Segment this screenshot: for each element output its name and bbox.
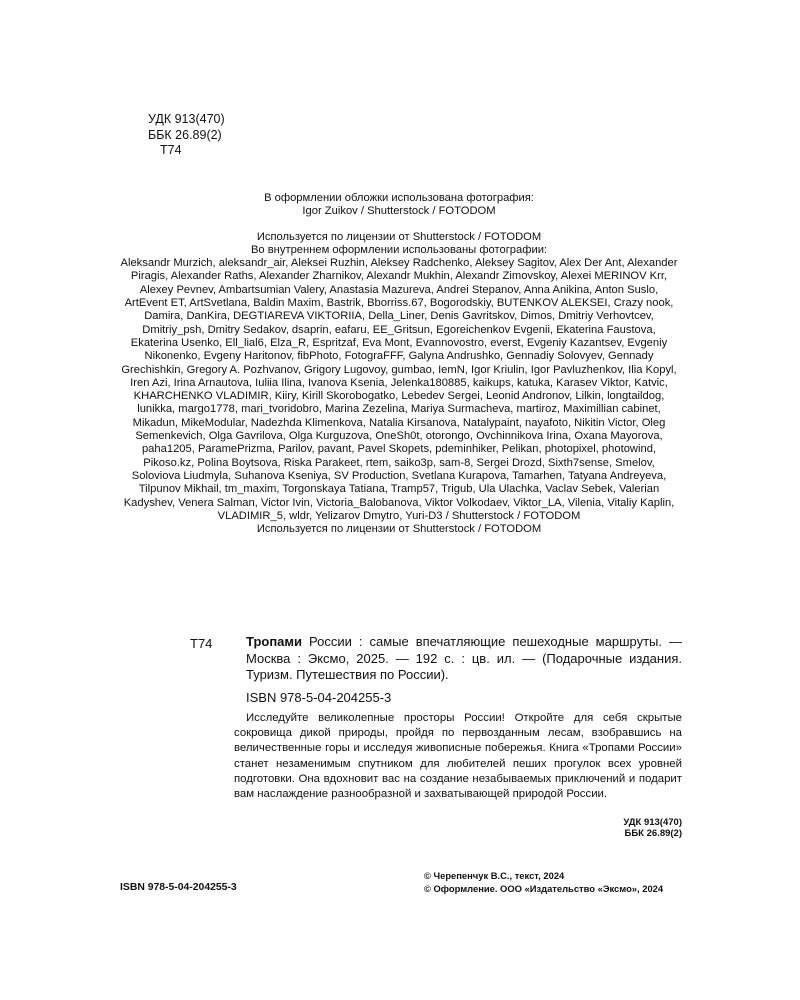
inner-credit-names: Aleksandr Murzich, aleksandr_air, Aleksei Ruzhin, Aleksey Radchenko, Aleksey Sagitov, Alex Der Ant, Alexander Piragis, Alexander Raths, Alexander Zharnikov, Alexandr Mukhin, Alexandr Zimovskoy, Alexei MERINOV Krr, Alexey Pevnev, Ambartsumian Valery, Anastasia Mazureva, Andrei Stepanov, Anna Anikina, Anton Suslo, ArtEvent ET, ArtSvetlana, Baldin Maxim, Bastrik, Bborriss.67, Bogorodskiy, BUTENKOV ALEKSEI, Crazy nook, Damira, DanKira, DEGTIAREVA VIKTORIIA, Della_Liner, Denis Gavritskov, Dimos, Dmitriy Verhovtcev, Dmitriy_psh, Dmitry Sedakov, dsaprin, eafaru, EE_Gritsun, Egoreichenkov Evgenii, Ekaterina Faustova, Ekaterina Usenko, Ell_lial6, Elza_R, Espritzaf, Eva Mont, Evannovostro, everst, Evgeniy Kazantsev, Evgeniy Nikonenko, Evgeny Haritonov, fibPhoto, FotograFFF, Galyna Andrushko, Gennadiy Solovyev, Gennady Grechishkin, Gregory A. Pozhvanov, Grigory Lugovoy, gumbao, IemN, Igor Kriulin, Igor Pavluzhenkov, Ilia Kopyl, Iren Azi, Irina Arnautova, Iuliia Ilina, Ivanova Ksenia, Jelenka180885, kaikups, katuka, Karasev Viktor, Katvic, KHARCHENKO VLADIMIR, Kiiry, Kirill Skorobogatko, Lebedev Sergei, Leonid Andronov, Lilkin, longtaildog, lunikka, margo1778, mari_tvoridobro, Marina Zezelina, Mariya Surmacheva, martiroz, Maximillian cabinet, Mikadun, MikeModular, Nadezhda Klimenkova, Natalia Kirsanova, Natalypaint, nayafoto, Nikitin Victor, Oleg Semenkevich, Olga Gavrilova, Olga Kurguzova, OneSh0t, otorongo, Ovchinnikova Irina, Oxana Mayorova, paha1205, ParamePrizma, Parilov, pavant, Pavel Skopets, pdeminhiker, Pelikan, photopixel, photowind, Pikoso.kz, Polina Boytsova, Riska Parakeet, rtem, saiko3p, sam-8, Sergei Drozd, Sixth7sense, Smelov, Soloviova Liudmyla, Suhanova Kseniya, SV Production, Svetlana Kurapova, Tamarhen, Tatyana Andreyeva, Tilpunov Mikhail, tm_maxim, Torgonskaya Tatiana, Tramp57, Trigub, Ula Ulachka, Vaclav Sebek, Valerian Kadyshev, Venera Salman, Victor Ivin, Victoria_Balobanova, Viktor Volkodaev, Viktor_LA, Vilenia, Vitaliy Kaplin, VLADIMIR_5, wldr, Yelizarov Dmytro, Yuri-D3 / Shutterstock / FOTODOM	[120, 257, 678, 522]
bbk-code: ББК 26.89(2)	[148, 127, 222, 142]
license-notice-2: Используется по лицензии от Shutterstock / FOTODOM	[256, 523, 542, 536]
footer-udk: УДК 913(470)	[623, 817, 682, 828]
footer-bbk: ББК 26.89(2)	[624, 828, 682, 839]
book-title: Тропами	[246, 634, 303, 649]
copyright-block	[424, 869, 663, 895]
entry-isbn: ISBN 978-5-04-204255-3	[246, 690, 392, 705]
book-annotation: Исследуйте великолепные просторы России! Откройте для себя скрытые сокровища дикой природы, пройдя по первозданным лесам, взобравшись на величественные горы и исследуя живописные побережья. Книга «Тропами России» станет незаменимым спутником для любителей пеших прогулок всех уровней подготовки. Она вдохновит вас на создание незабываемых приключений и подарит вам наслаждение разнообразной и захватывающей природой России.	[234, 712, 682, 801]
udk-code: УДК 913(470)	[148, 112, 225, 126]
footer-isbn: ISBN 978-5-04-204255-3	[120, 882, 237, 893]
photo-credits	[118, 192, 680, 536]
bibliographic-description: России : самые впечатляющие пешеходные маршруты. — Москва : Эксмо, 2025. — 192 с. : цв. ил. — (Подарочные издания. Туризм. Путешествия по России).	[246, 634, 682, 682]
classification-codes	[148, 112, 225, 159]
inner-credit-intro: Во внутреннем оформлении использованы фотографии:	[250, 243, 548, 256]
footer-codes	[560, 817, 682, 839]
catalog-mark: Т74	[190, 636, 213, 651]
bibliographic-entry	[246, 634, 682, 684]
copyright-design: © Оформление. ООО «Издательство «Эксмо», 2024	[424, 883, 664, 894]
license-notice: Используется по лицензии от Shutterstock / FOTODOM	[256, 230, 542, 243]
cover-credit-source: Igor Zuikov / Shutterstock / FOTODOM	[302, 205, 496, 218]
author-mark: Т74	[160, 143, 182, 157]
copyright-text: © Черепенчук В.С., текст, 2024	[424, 870, 565, 881]
cover-credit-intro: В оформлении обложки использована фотография:	[264, 192, 534, 204]
